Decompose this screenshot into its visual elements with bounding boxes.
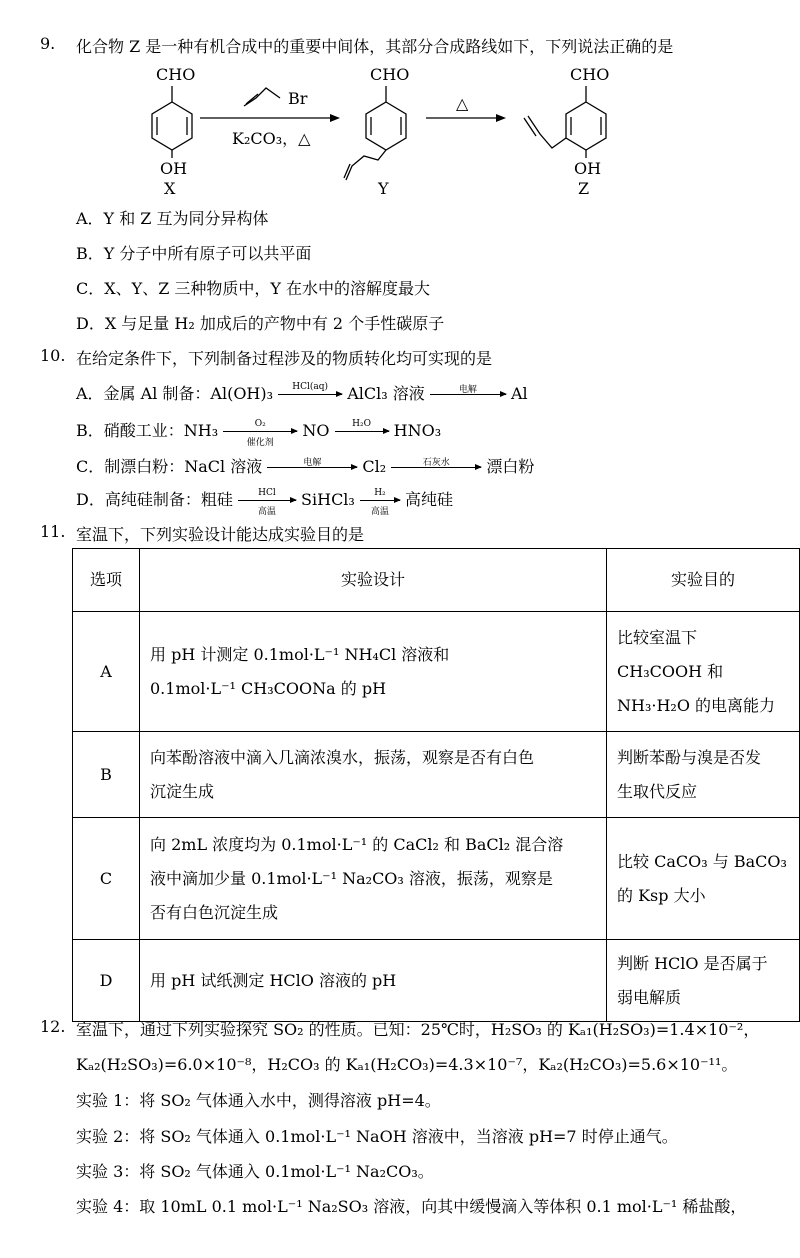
arrow-bottom-label: 高温 (257, 507, 276, 517)
q9-option-c: C．X、Y、Z 三种物质中，Y 在水中的溶解度最大 (76, 279, 431, 298)
row-purpose (607, 612, 800, 732)
row-option: D (73, 940, 140, 1022)
row-design (140, 612, 607, 732)
purpose-line: 弱电解质 (617, 987, 682, 1007)
row-purpose (607, 818, 800, 940)
table-row (73, 818, 800, 940)
reaction-arrow (223, 419, 297, 448)
row-purpose (607, 940, 800, 1022)
purpose-line: NH₃·H₂O 的电离能力 (617, 695, 776, 715)
row-design (140, 940, 607, 1022)
q10-stem: 在给定条件下，下列制备过程涉及的物质转化均可实现的是 (76, 349, 493, 368)
compound-y-label: Y (378, 179, 389, 198)
reaction-arrow (360, 488, 400, 517)
arrow-top-label: HCl(aq) (292, 382, 329, 392)
row-option: B (73, 732, 140, 818)
option-middle: Cl₂ (362, 457, 387, 476)
row-option: C (73, 818, 140, 940)
q12-line: 实验 4：取 10mL 0.1 mol·L⁻¹ Na₂SO₃ 溶液，向其中缓慢滴入等体积 0.1 mol·L⁻¹ 稀盐酸， (76, 1197, 747, 1216)
q12-line: 实验 3：将 SO₂ 气体通入 0.1mol·L⁻¹ Na₂CO₃。 (76, 1162, 434, 1181)
table-row (73, 940, 800, 1022)
x-cho-label: CHO (156, 65, 196, 84)
design-line: 向 2mL 浓度均为 0.1mol·L⁻¹ 的 CaCl₂ 和 BaCl₂ 混合溶 (150, 834, 564, 854)
purpose-line: 比较 CaCO₃ 与 BaCO₃ (617, 851, 787, 871)
purpose-line: 生取代反应 (617, 781, 698, 801)
purpose-line: 的 Ksp 大小 (617, 885, 706, 905)
option-middle: AlCl₃ 溶液 (347, 384, 425, 403)
arrow-top-label: 电解 (458, 385, 477, 395)
q9-number: 9. (40, 34, 56, 53)
header-design: 实验设计 (140, 549, 607, 612)
q10-option-c (76, 454, 534, 477)
row-option: A (73, 612, 140, 732)
option-middle: NO (302, 421, 330, 440)
x-oh-label: OH (160, 159, 188, 178)
q10-number: 10. (40, 346, 66, 365)
row-design (140, 732, 607, 818)
option-end: HNO₃ (393, 421, 442, 440)
header-option: 选项 (73, 549, 140, 612)
q11-number: 11. (40, 522, 66, 541)
arrow-top-label: H₂ (374, 488, 386, 498)
arrow-top-label: HCl (258, 488, 276, 498)
purpose-line: 判断苯酚与溴是否发 (617, 747, 762, 767)
option-end: 漂白粉 (486, 457, 535, 476)
arrow-top-label: 电解 (303, 458, 322, 468)
purpose-line: 判断 HClO 是否属于 (617, 953, 768, 973)
q11-stem: 室温下，下列实验设计能达成实验目的是 (76, 525, 365, 544)
row-purpose (607, 732, 800, 818)
arrow-top-label: O₂ (254, 419, 266, 429)
header-purpose: 实验目的 (607, 549, 800, 612)
option-prefix: C．制漂白粉：NaCl 溶液 (76, 457, 263, 476)
option-prefix: A．金属 Al 制备：Al(OH)₃ (76, 384, 274, 403)
reaction-arrow (278, 382, 342, 395)
q12-line: 实验 1：将 SO₂ 气体通入水中，测得溶液 pH=4。 (76, 1091, 441, 1110)
row-design (140, 818, 607, 940)
q9-option-b: B．Y 分子中所有原子可以共平面 (76, 244, 312, 263)
design-line: 否有白色沉淀生成 (150, 902, 279, 922)
z-oh-label: OH (574, 159, 602, 178)
reaction-arrow (238, 488, 296, 517)
z-cho-label: CHO (570, 65, 610, 84)
design-line: 用 pH 试纸测定 HClO 溶液的 pH (150, 970, 397, 990)
reaction-arrow (267, 458, 357, 468)
arrow-top-label: H₂O (352, 419, 371, 429)
reagent-k2co3-label: K₂CO₃，△ (232, 129, 311, 148)
reaction-arrow (391, 458, 481, 468)
q10-option-d (76, 487, 454, 517)
table-row (73, 612, 800, 732)
q9-option-d: D．X 与足量 H₂ 加成后的产物中有 2 个手性碳原子 (76, 314, 445, 333)
purpose-line: 比较室温下 (617, 627, 698, 647)
q10-option-a (76, 381, 528, 404)
compound-z-label: Z (578, 179, 590, 198)
option-prefix: D．高纯硅制备：粗硅 (76, 490, 233, 509)
q9-option-a: A．Y 和 Z 互为同分异构体 (76, 209, 269, 228)
y-cho-label: CHO (370, 65, 410, 84)
arrow-bottom-label: 高温 (370, 507, 389, 517)
arrow-top-label: 石灰水 (422, 458, 450, 468)
q12-line: 室温下，通过下列实验探究 SO₂ 的性质。已知：25℃时，H₂SO₃ 的 Kₐ₁(H₂SO₃)=1.4×10⁻²， (76, 1020, 760, 1039)
table-header-row (73, 549, 800, 612)
design-line: 0.1mol·L⁻¹ CH₃COONa 的 pH (150, 678, 387, 698)
arrow-bottom-label: 催化剂 (246, 438, 274, 448)
option-end: 高纯硅 (405, 490, 454, 509)
reaction-arrow (430, 385, 506, 395)
design-line: 沉淀生成 (150, 781, 215, 801)
design-line: 向苯酚溶液中滴入几滴浓溴水，振荡，观察是否有白色 (150, 747, 535, 767)
q12-number: 12. (40, 1017, 66, 1036)
purpose-line: CH₃COOH 和 (617, 661, 724, 681)
q12-line: Kₐ₂(H₂SO₃)=6.0×10⁻⁸，H₂CO₃ 的 Kₐ₁(H₂CO₃)=4.3×10⁻⁷，Kₐ₂(H₂CO₃)=5.6×10⁻¹¹。 (76, 1055, 738, 1074)
heat-label: △ (456, 94, 469, 113)
q10-option-b (76, 418, 442, 448)
option-middle: SiHCl₃ (301, 490, 355, 509)
reaction-arrow (335, 419, 389, 432)
design-line: 液中滴加少量 0.1mol·L⁻¹ Na₂CO₃ 溶液，振荡，观察是 (150, 868, 553, 888)
q12-line: 实验 2：将 SO₂ 气体通入 0.1mol·L⁻¹ NaOH 溶液中，当溶液 pH=7 时停止通气。 (76, 1127, 678, 1146)
table-row (73, 732, 800, 818)
reagent-bromide-label: Br (288, 89, 308, 108)
experiment-table (72, 548, 800, 1022)
q9-stem: 化合物 Z 是一种有机合成中的重要中间体，其部分合成路线如下，下列说法正确的是 (76, 37, 674, 56)
option-prefix: B．硝酸工业：NH₃ (76, 421, 219, 440)
compound-x-label: X (164, 179, 176, 198)
design-line: 用 pH 计测定 0.1mol·L⁻¹ NH₄Cl 溶液和 (150, 644, 450, 664)
option-end: Al (510, 384, 528, 403)
